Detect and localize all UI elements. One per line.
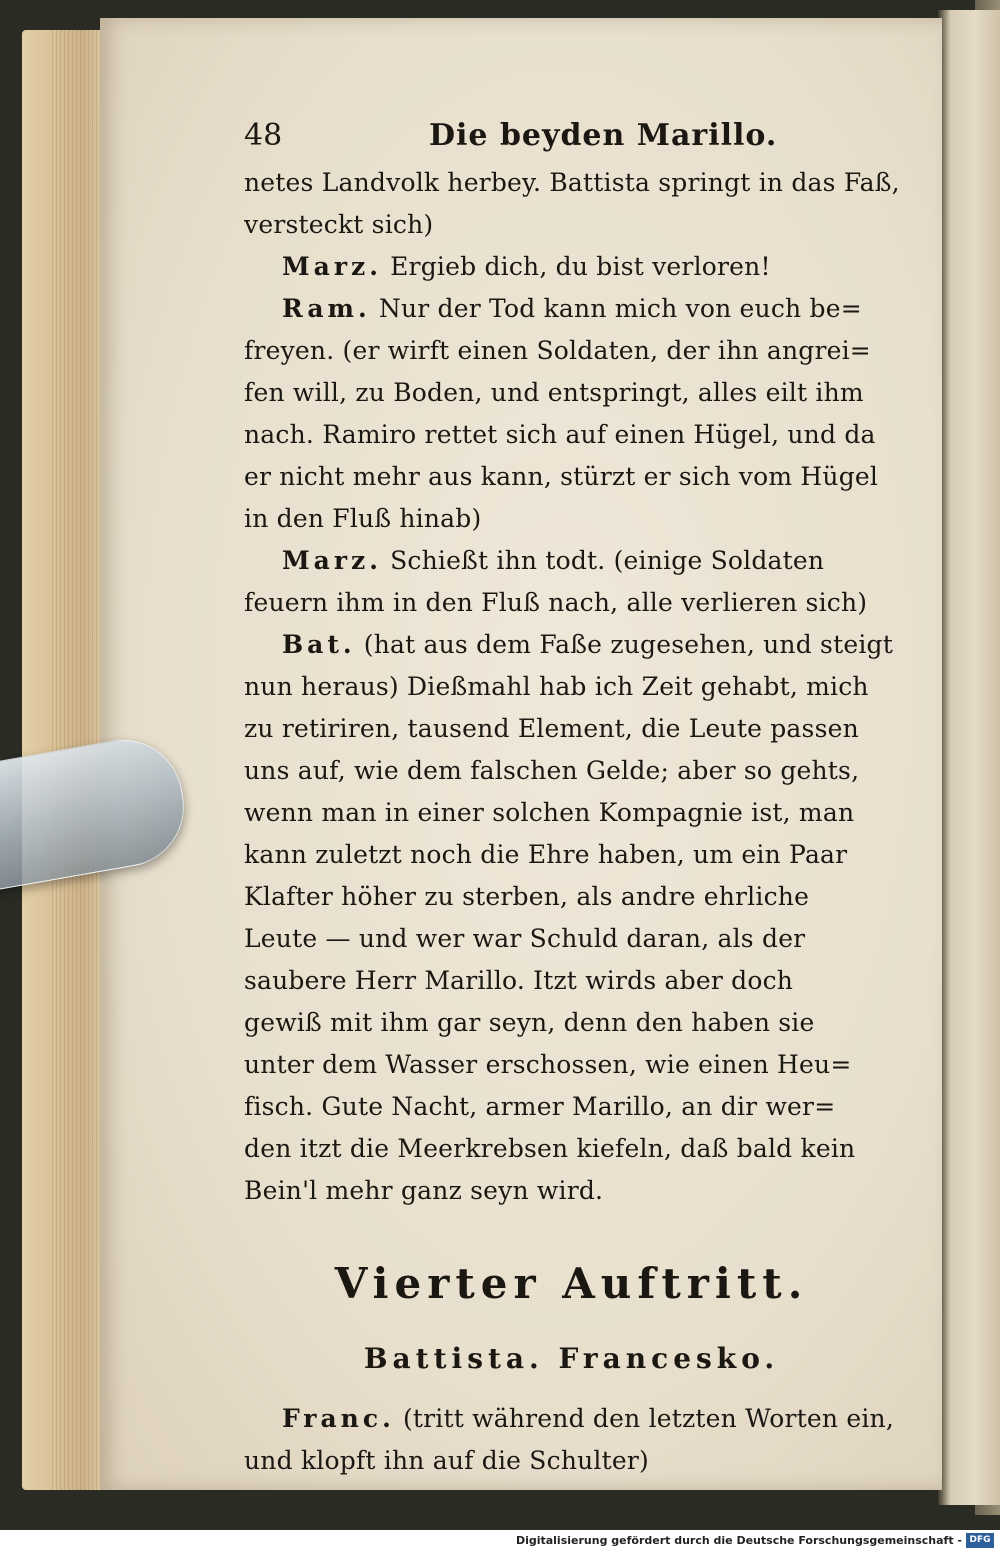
line-text: saubere Herr Marillo. Itzt wirds aber doch: [244, 966, 794, 995]
text-line: [244, 834, 899, 876]
line-text: Ergieb dich, du bist verloren!: [381, 252, 771, 281]
text-line: [244, 624, 899, 666]
text-line: [244, 498, 899, 540]
line-text: fen will, zu Boden, und entspringt, alles eilt ihm: [244, 378, 864, 407]
text-line: [244, 1440, 899, 1482]
line-text: Leute — und wer war Schuld daran, als der: [244, 924, 806, 953]
line-text: nun heraus) Dießmahl hab ich Zeit gehabt, mich: [244, 672, 869, 701]
text-line: [244, 288, 899, 330]
text-line: [244, 708, 899, 750]
text-line: [244, 330, 899, 372]
speaker-name: Marz.: [282, 252, 382, 281]
text-line: [244, 1044, 899, 1086]
line-text: feuern ihm in den Fluß nach, alle verlieren sich): [244, 588, 868, 617]
digitization-footer: [0, 1530, 1000, 1553]
line-text: Nur der Tod kann mich von euch be=: [370, 294, 862, 323]
text-line: [244, 372, 899, 414]
line-text: freyen. (er wirft einen Soldaten, der ihn angrei=: [244, 336, 871, 365]
text-line: [244, 162, 899, 204]
line-text: (tritt während den letzten Worten ein,: [394, 1404, 895, 1433]
line-text: den itzt die Meerkrebsen kiefeln, daß bald kein: [244, 1134, 856, 1163]
text-line: [244, 876, 899, 918]
text-line: [244, 246, 899, 288]
line-text: fisch. Gute Nacht, armer Marillo, an dir wer=: [244, 1092, 836, 1121]
line-text: kann zuletzt noch die Ehre haben, um ein Paar: [244, 840, 848, 869]
scene-cast: Battista. Francesko.: [363, 1342, 780, 1375]
text-line: [244, 1128, 899, 1170]
page-text-block: [244, 112, 899, 1482]
text-line: [244, 540, 899, 582]
speaker-name: Marz.: [282, 546, 382, 575]
line-text: Bein'l mehr ganz seyn wird.: [244, 1176, 604, 1205]
page-header: [244, 112, 899, 162]
line-text: uns auf, wie dem falschen Gelde; aber so gehts,: [244, 756, 860, 785]
line-text: und klopft ihn auf die Schulter): [244, 1446, 649, 1475]
line-text: nach. Ramiro rettet sich auf einen Hügel, und da: [244, 420, 876, 449]
text-line: [244, 1170, 899, 1212]
text-line: [244, 666, 899, 708]
line-text: zu retiriren, tausend Element, die Leute passen: [244, 714, 859, 743]
line-text: Klafter höher zu sterben, als andre ehrliche: [244, 882, 810, 911]
line-text: versteckt sich): [244, 210, 434, 239]
speaker-name: Franc.: [282, 1404, 395, 1433]
line-text: in den Fluß hinab): [244, 504, 482, 533]
text-line: [244, 750, 899, 792]
dfg-logo: DFG: [966, 1533, 994, 1548]
line-text: netes Landvolk herbey. Battista springt in das Faß,: [244, 168, 900, 197]
line-text: unter dem Wasser erschossen, wie einen Heu=: [244, 1050, 852, 1079]
text-line: [244, 582, 899, 624]
text-line: [244, 1002, 899, 1044]
text-line: [244, 414, 899, 456]
text-line: [244, 960, 899, 1002]
text-line: [244, 1086, 899, 1128]
line-text: er nicht mehr aus kann, stürzt er sich vom Hügel: [244, 462, 879, 491]
text-lines-before: [244, 162, 899, 1212]
text-line: [244, 456, 899, 498]
text-lines-after: [244, 1398, 899, 1482]
line-text: Schießt ihn todt. (einige Soldaten: [381, 546, 825, 575]
text-line: [244, 918, 899, 960]
footer-credit: Digitalisierung gefördert durch die Deutsche Forschungsgemeinschaft -: [515, 1534, 962, 1547]
text-line: [244, 1398, 899, 1440]
speaker-name: Ram.: [282, 294, 371, 323]
scene-title: Vierter Auftritt.: [334, 1259, 809, 1308]
line-text: (hat aus dem Faße zugesehen, und steigt: [355, 630, 893, 659]
text-line: [244, 204, 899, 246]
page-gutter-right: [938, 10, 1000, 1505]
page-number: 48: [244, 118, 283, 153]
speaker-name: Bat.: [282, 630, 356, 659]
line-text: wenn man in einer solchen Kompagnie ist, man: [244, 798, 855, 827]
line-text: gewiß mit ihm gar seyn, denn den haben sie: [244, 1008, 815, 1037]
running-title: Die beyden Marillo.: [429, 118, 778, 153]
text-line: [244, 792, 899, 834]
